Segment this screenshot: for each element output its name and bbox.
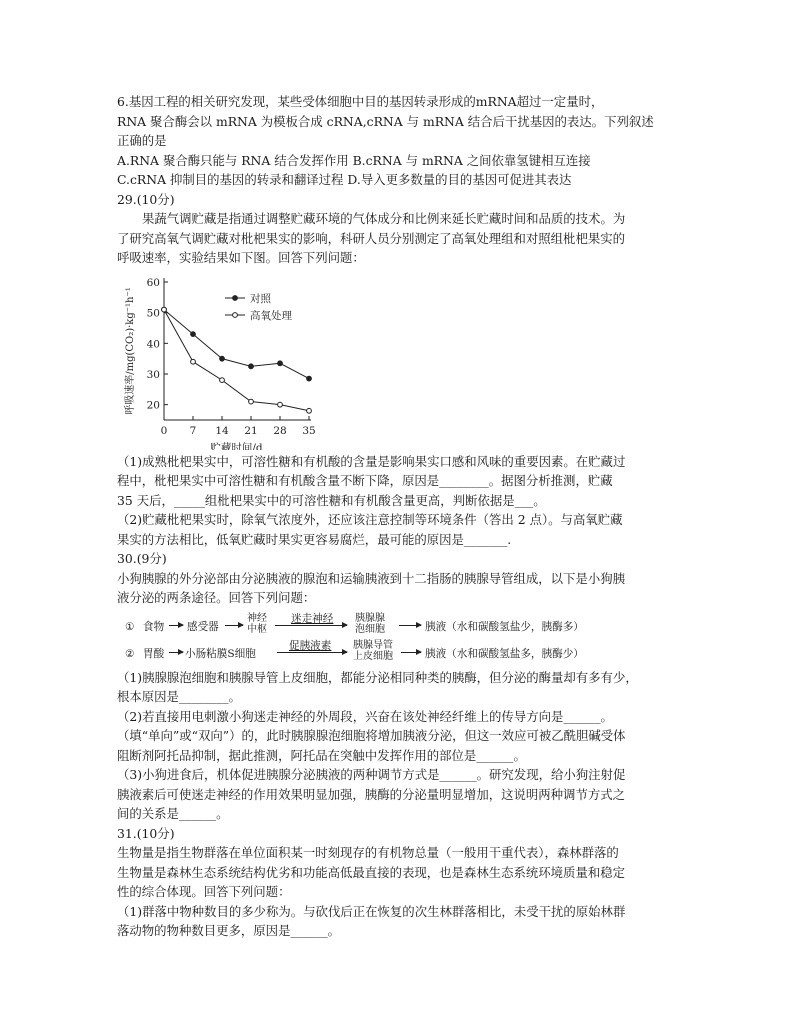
- q29-header: 29.(10分): [117, 191, 175, 207]
- q30-part2-line-1: （2)若直接用电刺激小狗迷走神经的外周段，兴奋在该处神经纤维上的传导方向是______。: [117, 708, 613, 724]
- q30-header: 30.(9分): [117, 551, 167, 566]
- q6-line-3: 正确的是: [117, 133, 167, 148]
- legend-marker-2: [233, 312, 238, 317]
- pathway-1-center-top: 神经: [247, 612, 267, 624]
- arrow: [401, 652, 421, 653]
- q30-part2-line-2: （填“单向”或“双向”）的，此时胰腺腺泡细胞将增加胰液分泌，但这一效应可被乙酰胆碱受体: [117, 728, 626, 743]
- y-axis-label: 呼吸速率/mg(CO₂)·kg⁻¹h⁻¹: [125, 286, 136, 415]
- q31-part1-line-2: 落动物的物种数目更多，原因是______。: [117, 923, 341, 938]
- q29-intro-1: 果蔬气调贮藏是指通过调整贮藏环境的气体成分和比例来延长贮藏时间和品质的技术。为: [142, 211, 626, 226]
- q31-intro-2: 生物量是森林生态系统结构优劣和功能高低最直接的表现，也是森林生态系统环境质量和稳定: [117, 864, 626, 880]
- arrow: [275, 625, 347, 626]
- pathway-1-result: 胰液（水和碳酸氢盐少，胰酶多）: [425, 620, 584, 633]
- q30-part3-line-2: 胰液素后可使迷走神经的作用效果明显加强，胰酶的分泌量明显增加，这说明两种调节方式之: [117, 786, 626, 802]
- series-line-2: [164, 309, 309, 410]
- q29-part2-line-1: （2)贮藏枇杷果实时，除氧气浓度外，还应该注意控制等环境条件（答出 2 点）。与高氧贮藏: [117, 512, 623, 527]
- q30-intro-2: 液分泌的两条途径。回答下列问题：: [117, 590, 316, 605]
- data-point-series-2: [162, 307, 167, 312]
- pathway-1-number: ①: [125, 620, 135, 633]
- q29-part1-line-2: 程中，枇杷果实中可溶性糖和有机酸含量不断下降，原因是________。据图分析推测，贮藏: [117, 473, 613, 488]
- legend-marker-1: [233, 295, 238, 300]
- y-tick-label: 60: [146, 276, 160, 289]
- secretion-pathways-diagram: [117, 610, 657, 666]
- y-tick-label: 40: [146, 337, 160, 350]
- data-point-series-1: [249, 363, 254, 368]
- q29-part1-line-1: （1)成熟枇杷果实中，可溶性糖和有机酸的含量是影响果实口感和风味的重要因素。在贮藏过: [117, 453, 626, 469]
- x-tick-label: 7: [189, 424, 197, 437]
- pathway-2-number: ②: [125, 647, 135, 660]
- q6-option-ab: A.RNA 聚合酶只能与 RNA 结合发挥作用 B.cRNA 与 mRNA 之间依靠氢键相互连接: [117, 152, 591, 168]
- legend-label-2: 高氧处理: [250, 309, 292, 322]
- pathway-1-cell: [355, 613, 385, 635]
- pathway-1: [117, 612, 657, 638]
- y-tick-label: 30: [146, 368, 160, 381]
- x-tick-label: 21: [244, 424, 258, 437]
- q30-intro-1: 小狗胰腺的外分泌部由分泌胰液的腺泡和运输胰液到十二指肠的胰腺导管组成，以下是小狗胰: [117, 570, 626, 586]
- data-point-series-1: [191, 331, 196, 336]
- q29-part1-line-3: 35 天后，_____组枇杷果实中的可溶性糖和有机酸含量更高，判断依据是___。: [117, 492, 546, 508]
- pathway-2-acid: 胃酸: [143, 647, 165, 660]
- pathway-2-result: 胰液（水和碳酸氢盐多，胰酶少）: [425, 647, 584, 660]
- pathway-1-center-bottom: 中枢: [247, 623, 267, 635]
- data-point-series-1: [220, 356, 225, 361]
- arrow: [169, 652, 183, 653]
- data-point-series-2: [220, 377, 225, 382]
- data-point-series-1: [278, 360, 283, 365]
- pathway-1-cell-top: 胰腺腺: [355, 612, 385, 624]
- pathway-1-center: [247, 613, 267, 635]
- x-tick-label: 35: [302, 424, 316, 437]
- q30-part3-line-1: （3)小狗进食后，机体促进胰腺分泌胰液的两种调节方式是______。研究发现，给小狗注射促: [117, 767, 626, 782]
- data-point-series-2: [307, 408, 312, 413]
- arrow: [277, 652, 347, 653]
- pathway-2-cell-top: 胰腺导管: [353, 639, 393, 651]
- q29-intro-3: 呼吸速率，实验结果如下图。回答下列问题：: [117, 250, 365, 265]
- q30-part1-line-2: 根本原因是________。: [117, 689, 241, 704]
- q6-option-cd: C.cRNA 抑制目的基因的转录和翻译过程 D.导入更多数量的目的基因可促进其表达: [117, 172, 572, 187]
- q30-part2-line-3: 阻断剂阿托品抑制，据此推测，阿托品在突触中发挥作用的部位是______。: [117, 747, 526, 763]
- q6-line-1: 6.基因工程的相关研究发现，某些受体细胞中目的基因转录形成的mRNA超过一定量时，: [117, 94, 604, 109]
- x-axis-label: 贮藏时间/d: [210, 441, 263, 450]
- q31-part1-line-1: （1)群落中物种数目的多少称为。与砍伐后正在恢复的次生林群落相比，未受干扰的原始林群: [117, 903, 626, 919]
- pathway-1-food: 食物: [143, 620, 165, 633]
- data-point-series-2: [278, 402, 283, 407]
- pathway-2-cell: [353, 640, 393, 662]
- pathway-1-receptor: 感受器: [187, 620, 219, 633]
- respiration-chart-svg: [117, 270, 317, 450]
- q30-part3-line-3: 间的关系是______。: [117, 806, 229, 821]
- legend-label-1: 对照: [250, 292, 271, 305]
- data-point-series-1: [307, 376, 312, 381]
- y-tick-label: 20: [146, 399, 160, 412]
- arrow: [225, 625, 243, 626]
- pathway-2: [117, 639, 657, 665]
- q31-intro-1: 生物量是指生物群落在单位面积某一时刻现存的有机物总量（一般用干重代表），森林群落的: [117, 845, 619, 860]
- exam-page: [117, 92, 677, 941]
- q29-part2-line-2: 果实的方法相比，低氧贮藏时果实更容易腐烂，最可能的原因是_______.: [117, 531, 512, 547]
- pathway-2-hormone-label: 促胰液素: [289, 639, 332, 652]
- x-tick-label: 0: [160, 424, 168, 437]
- data-point-series-2: [191, 359, 196, 364]
- q31-intro-3: 性的综合体现。回答下列问题：: [117, 884, 291, 899]
- x-tick-label: 28: [273, 424, 287, 437]
- y-tick-label: 50: [146, 307, 160, 320]
- pathway-1-cell-bottom: 泡细胞: [355, 623, 385, 635]
- q30-part1-line-1: （1)胰腺腺泡细胞和胰腺导管上皮细胞，都能分泌相同种类的胰酶，但分泌的酶量却有多有少，: [117, 669, 638, 685]
- q31-header: 31.(10分): [117, 825, 175, 841]
- data-point-series-2: [249, 399, 254, 404]
- q6-line-2: RNA 聚合酶会以 mRNA 为模板合成 cRNA,cRNA 与 mRNA 结合后干扰基因的表达。下列叙述: [117, 113, 654, 129]
- q29-intro-2: 了研究高氧气调贮藏对枇杷果实的影响，科研人员分别测定了高氧处理组和对照组枇杷果实的: [117, 230, 626, 246]
- x-tick-label: 14: [215, 424, 229, 437]
- arrow: [399, 625, 421, 626]
- pathway-1-nerve-label: 迷走神经: [291, 612, 334, 625]
- respiration-chart: [117, 270, 317, 450]
- pathway-2-cell-bottom: 上皮细胞: [353, 650, 393, 662]
- pathway-2-s-cell: 小肠粘膜S细胞: [185, 647, 256, 660]
- arrow: [169, 625, 183, 626]
